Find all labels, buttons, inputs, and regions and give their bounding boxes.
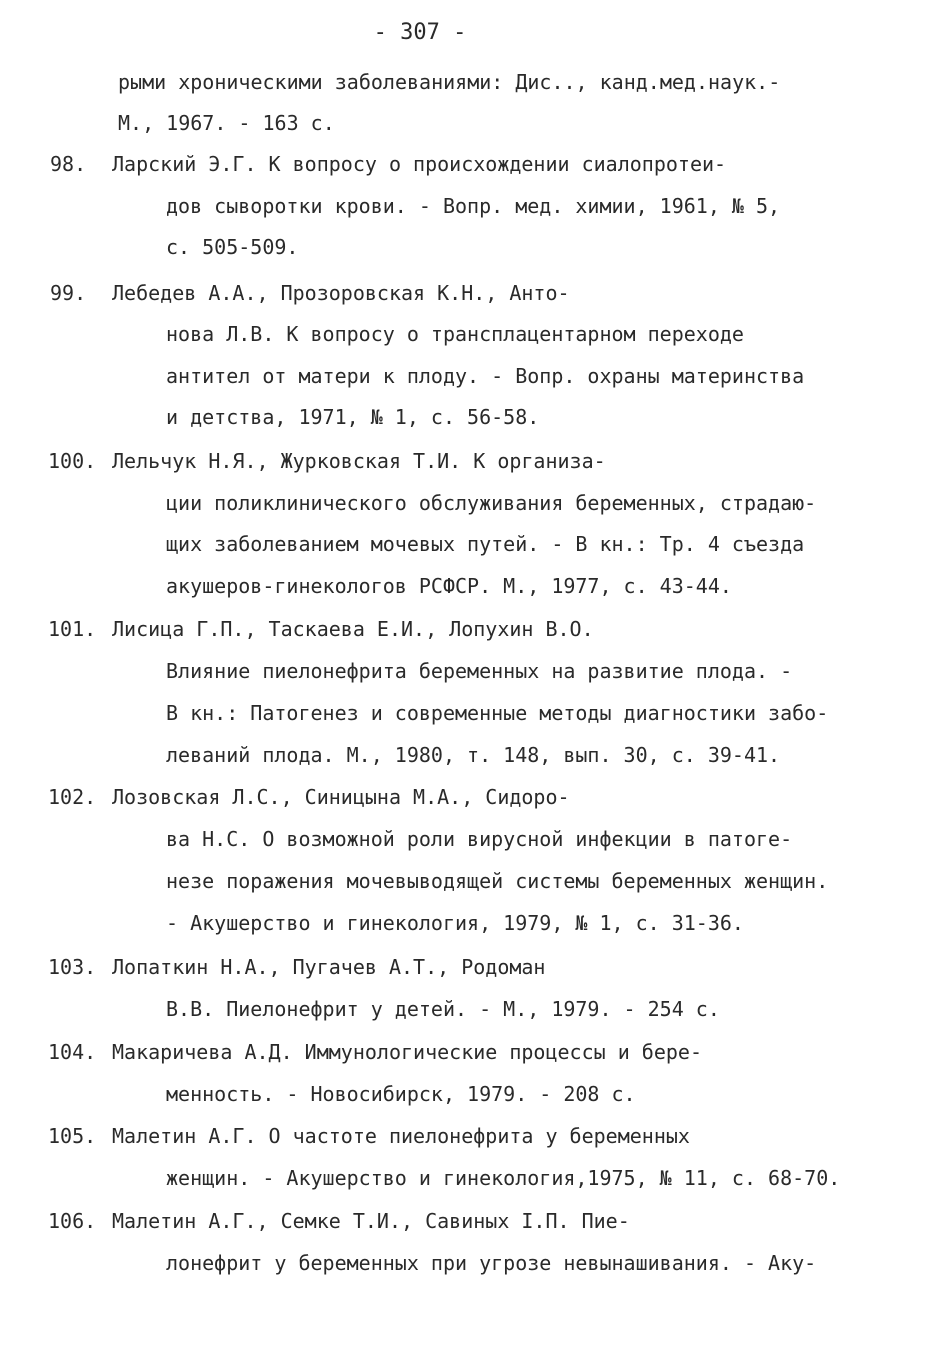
- entry-99-line-1: Лебедев А.А., Прозоровская К.Н., Анто-: [112, 281, 570, 305]
- entry-103-number: 103.: [48, 955, 97, 979]
- entry-104-line-2: менность. - Новосибирск, 1979. - 208 с.: [166, 1082, 636, 1106]
- entry-102-line-3: незе поражения мочевыводящей системы беременных женщин.: [166, 869, 829, 893]
- entry-103-line-1: Лопаткин Н.А., Пугачев А.Т., Родоман: [112, 955, 546, 979]
- entry-104-number: 104.: [48, 1040, 97, 1064]
- entry-105-number: 105.: [48, 1124, 97, 1148]
- entry-102-line-1: Лозовская Л.С., Синицына М.А., Сидоро-: [112, 785, 570, 809]
- entry-106-number: 106.: [48, 1209, 97, 1233]
- entry-98-line-1: Ларский Э.Г. К вопросу о происхождении сиалопротеи-: [112, 152, 727, 176]
- continuation-line-2: М., 1967. - 163 с.: [118, 111, 335, 135]
- entry-99-number: 99.: [50, 281, 87, 305]
- entry-100-line-3: щих заболеванием мочевых путей. - В кн.: Тр. 4 съезда: [166, 532, 805, 556]
- entry-100-line-2: ции поликлинического обслуживания беременных, страдаю-: [166, 491, 817, 515]
- entry-104-line-1: Макаричева А.Д. Иммунологические процессы и бере-: [112, 1040, 703, 1064]
- entry-101-line-3: В кн.: Патогенез и современные методы диагностики забо-: [166, 701, 829, 725]
- entry-102-line-2: ва Н.С. О возможной роли вирусной инфекции в патоге-: [166, 827, 793, 851]
- entry-103-line-2: В.В. Пиелонефрит у детей. - М., 1979. - 254 с.: [166, 997, 720, 1021]
- entry-101-number: 101.: [48, 617, 97, 641]
- entry-98-line-2: дов сыворотки крови. - Вопр. мед. химии, 1961, № 5,: [166, 194, 781, 218]
- entry-99-line-4: и детства, 1971, № 1, с. 56-58.: [166, 405, 540, 429]
- page-number: - 307 -: [373, 20, 467, 45]
- entry-106-line-1: Малетин А.Г., Семке Т.И., Савиных I.П. Пие-: [112, 1209, 630, 1233]
- entry-106-line-2: лонефрит у беременных при угрозе невынашивания. - Аку-: [166, 1251, 817, 1275]
- continuation-line-1: рыми хроническими заболеваниями: Дис.., канд.мед.наук.-: [118, 70, 781, 94]
- entry-101-line-1: Лисица Г.П., Таскаева Е.И., Лопухин В.О.: [112, 617, 594, 641]
- entry-102-line-4: - Акушерство и гинекология, 1979, № 1, с. 31-36.: [166, 911, 744, 935]
- entry-98-number: 98.: [50, 152, 87, 176]
- entry-98-line-3: с. 505-509.: [166, 235, 299, 259]
- entry-105-line-1: Малетин А.Г. О частоте пиелонефрита у беременных: [112, 1124, 690, 1148]
- entry-100-number: 100.: [48, 449, 97, 473]
- entry-101-line-4: леваний плода. М., 1980, т. 148, вып. 30, с. 39-41.: [166, 743, 781, 767]
- entry-100-line-4: акушеров-гинекологов РСФСР. М., 1977, с. 43-44.: [166, 574, 732, 598]
- entry-101-line-2: Влияние пиелонефрита беременных на развитие плода. -: [166, 659, 793, 683]
- entry-102-number: 102.: [48, 785, 97, 809]
- entry-105-line-2: женщин. - Акушерство и гинекология,1975, № 11, с. 68-70.: [166, 1166, 841, 1190]
- entry-99-line-3: антител от матери к плоду. - Вопр. охраны материнства: [166, 364, 805, 388]
- entry-100-line-1: Лельчук Н.Я., Журковская Т.И. К организа-: [112, 449, 606, 473]
- entry-99-line-2: нова Л.В. К вопросу о трансплацентарном переходе: [166, 322, 744, 346]
